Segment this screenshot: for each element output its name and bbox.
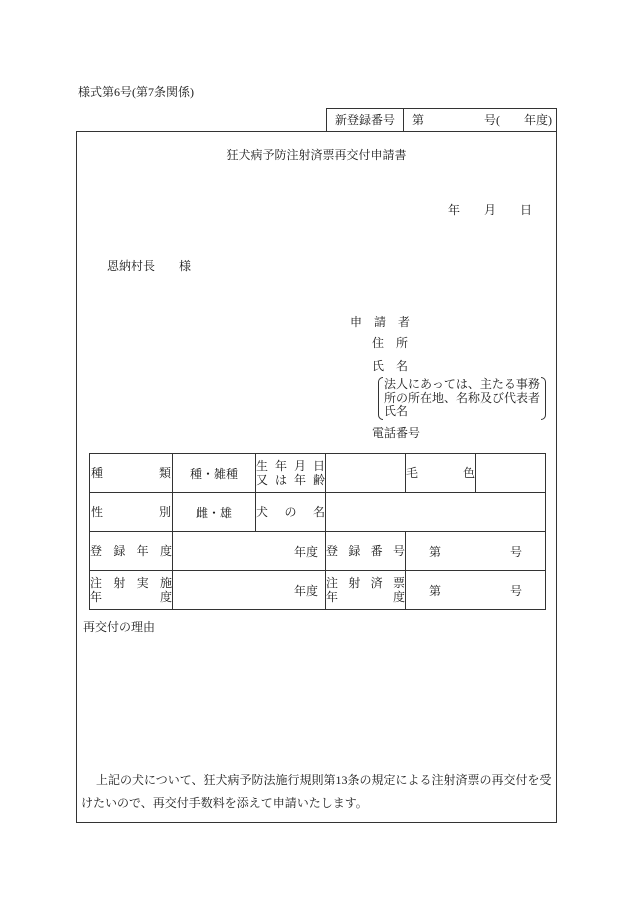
coat-label: 毛色 (406, 466, 475, 480)
corporate-note-line: 法人にあっては、主たる事務 (384, 377, 540, 391)
type-label-cell (90, 454, 173, 493)
registration-box (326, 108, 557, 132)
corporate-note-line: 所の所在地、名称及び代表者 (384, 390, 541, 405)
reg-number-suffix: 号 (509, 544, 522, 559)
sex-options: 雌・雄 (173, 493, 256, 532)
table-row (90, 454, 546, 493)
tag-number-cell (406, 571, 546, 610)
reg-year-label-cell (90, 532, 173, 571)
applicant-address-label: 住 所 (372, 336, 409, 350)
declaration-line: けたいので、再交付手数料を添えて申請いたします。 (81, 796, 368, 810)
inj-year-label-line: 注射実施 (90, 576, 172, 590)
sex-label-cell (90, 493, 173, 532)
applicant-phone-label: 電話番号 (372, 426, 421, 440)
table-row (90, 493, 546, 532)
tag-year-label-line: 年度 (326, 590, 405, 604)
birth-label-cell (256, 454, 326, 493)
tag-number-suffix: 号 (509, 583, 522, 598)
registration-label: 新登録番号 (327, 109, 404, 131)
addressee: 恩納村長 様 (107, 259, 192, 273)
coat-value-cell (476, 454, 546, 493)
type-options: 種・雑種 (173, 454, 256, 493)
dog-info-table (89, 453, 546, 610)
dog-name-value-cell (326, 493, 546, 532)
declaration-line: 上記の犬について、狂犬病予防法施行規則第13条の規定による注射済票の再交付を受 (96, 773, 552, 787)
type-label: 種類 (91, 466, 171, 480)
tag-year-label-cell (326, 571, 406, 610)
inj-year-label-line: 年度 (90, 590, 172, 604)
reg-number-value (406, 543, 545, 560)
applicant-name-label: 氏 名 (372, 359, 409, 373)
reg-number-prefix: 第 (429, 544, 442, 559)
reg-year-label: 登録年度 (90, 544, 172, 558)
corporate-note-text (378, 377, 546, 419)
reg-number-cell (406, 532, 546, 571)
left-bracket (378, 377, 383, 420)
applicant-heading: 申 請 者 (350, 315, 411, 329)
coat-label-cell (406, 454, 476, 493)
table-row (90, 571, 546, 610)
birth-label-line: 生年月日 (256, 459, 325, 473)
reg-number-label: 登録番号 (326, 544, 405, 558)
table-row (90, 532, 546, 571)
dog-name-label: 犬の名 (256, 505, 325, 519)
right-bracket (541, 377, 546, 420)
tag-number-prefix: 第 (429, 583, 442, 598)
dog-name-label-cell (256, 493, 326, 532)
reg-number-label-cell (326, 532, 406, 571)
tag-number-value (406, 582, 545, 599)
reg-year-suffix: 年度 (173, 532, 326, 571)
inj-year-suffix: 年度 (173, 571, 326, 610)
reason-label: 再交付の理由 (83, 620, 156, 634)
sex-label: 性別 (91, 505, 171, 519)
birth-label-line: 又は年齢 (256, 473, 325, 487)
corporate-note (378, 377, 546, 420)
tag-year-label-line: 注射済票 (326, 576, 405, 590)
form-number: 様式第6号(第7条関係) (78, 85, 194, 99)
registration-value: 第 号( 年度) (412, 113, 552, 127)
corporate-note-line: 氏名 (384, 404, 409, 418)
birth-value-cell (326, 454, 406, 493)
date-line: 年 月 日 (448, 203, 533, 217)
form-title: 狂犬病予防注射済票再交付申請書 (226, 148, 407, 162)
inj-year-label-cell (90, 571, 173, 610)
